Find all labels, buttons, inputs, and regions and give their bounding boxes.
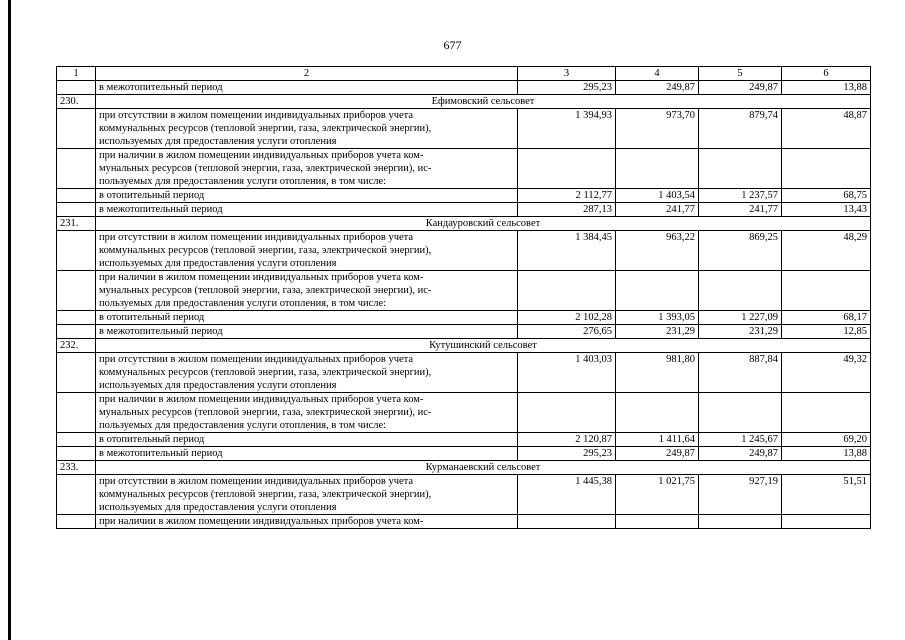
column-header: 4: [616, 67, 699, 81]
table-row: [57, 325, 871, 339]
row-number: [57, 475, 96, 515]
row-description: [96, 149, 518, 189]
row-number: 230.: [57, 95, 96, 109]
tariff-value: 1 237,57: [699, 189, 782, 203]
description-line: используемых для предоставления услуги отопления: [99, 136, 337, 147]
tariff-value: [699, 149, 782, 189]
description-line: в отопительный период: [99, 190, 205, 201]
tariff-value: 51,51: [782, 475, 871, 515]
tariff-value: 295,23: [518, 81, 616, 95]
row-number: 232.: [57, 339, 96, 353]
tariff-value: 48,87: [782, 109, 871, 149]
table-row: [57, 353, 871, 393]
description-line: при наличии в жилом помещении индивидуальных приборов учета ком-: [99, 272, 424, 283]
tariff-value: 249,87: [616, 447, 699, 461]
tariff-value: [518, 515, 616, 529]
tariff-value: 1 445,38: [518, 475, 616, 515]
tariff-value: [518, 271, 616, 311]
row-number: [57, 325, 96, 339]
column-header: 5: [699, 67, 782, 81]
tariff-value: [616, 393, 699, 433]
row-number: [57, 203, 96, 217]
column-header: 1: [57, 67, 96, 81]
row-description: [96, 311, 518, 325]
tariff-value: 1 403,54: [616, 189, 699, 203]
table-row: [57, 475, 871, 515]
tariff-value: [616, 271, 699, 311]
tariff-value: 231,29: [699, 325, 782, 339]
description-line: используемых для предоставления услуги отопления: [99, 258, 337, 269]
settlement-group-row: [57, 217, 871, 231]
table-row: [57, 189, 871, 203]
tariff-value: 981,80: [616, 353, 699, 393]
column-header: 2: [96, 67, 518, 81]
tariff-value: 249,87: [616, 81, 699, 95]
tariff-value: 49,32: [782, 353, 871, 393]
tariff-value: 879,74: [699, 109, 782, 149]
settlement-name: Курманаевский сельсовет: [96, 461, 871, 475]
tariff-value: [782, 149, 871, 189]
row-number: [57, 393, 96, 433]
tariff-value: 2 120,87: [518, 433, 616, 447]
row-number: [57, 447, 96, 461]
column-number-row: [57, 67, 871, 81]
tariff-value: [518, 393, 616, 433]
table-row: [57, 271, 871, 311]
table-row: [57, 433, 871, 447]
tariff-value: 295,23: [518, 447, 616, 461]
tariff-value: 887,84: [699, 353, 782, 393]
table-row: [57, 81, 871, 95]
tariff-table: [56, 66, 871, 529]
description-line: пользуемых для предоставления услуги отопления, в том числе:: [99, 420, 387, 431]
column-header: 6: [782, 67, 871, 81]
tariff-value: 2 112,77: [518, 189, 616, 203]
description-line: мунальных ресурсов (тепловой энергии, газа, электрической энергии), ис-: [99, 163, 432, 174]
settlement-group-row: [57, 95, 871, 109]
tariff-value: 1 394,93: [518, 109, 616, 149]
row-number: [57, 515, 96, 529]
tariff-value: [616, 149, 699, 189]
tariff-value: 69,20: [782, 433, 871, 447]
row-description: [96, 109, 518, 149]
tariff-value: [616, 515, 699, 529]
settlement-name: Ефимовский сельсовет: [96, 95, 871, 109]
tariff-value: 287,13: [518, 203, 616, 217]
description-line: в отопительный период: [99, 312, 205, 323]
tariff-value: 13,88: [782, 447, 871, 461]
description-line: используемых для предоставления услуги отопления: [99, 380, 337, 391]
table-body: [57, 81, 871, 529]
description-line: в отопительный период: [99, 434, 205, 445]
tariff-value: 68,75: [782, 189, 871, 203]
tariff-value: [699, 271, 782, 311]
table-row: [57, 203, 871, 217]
table-row: [57, 393, 871, 433]
row-description: [96, 433, 518, 447]
row-description: [96, 189, 518, 203]
row-description: [96, 515, 518, 529]
scan-margin-bar: [8, 0, 11, 640]
settlement-group-row: [57, 339, 871, 353]
row-description: [96, 447, 518, 461]
column-header: 3: [518, 67, 616, 81]
description-line: при отсутствии в жилом помещении индивидуальных приборов учета: [99, 232, 414, 243]
description-line: коммунальных ресурсов (тепловой энергии, газа, электрической энергии),: [99, 245, 432, 256]
tariff-value: 276,65: [518, 325, 616, 339]
description-line: в межотопительный период: [99, 204, 223, 215]
tariff-value: 249,87: [699, 81, 782, 95]
tariff-value: 973,70: [616, 109, 699, 149]
description-line: коммунальных ресурсов (тепловой энергии, газа, электрической энергии),: [99, 367, 432, 378]
row-description: [96, 475, 518, 515]
tariff-value: 231,29: [616, 325, 699, 339]
tariff-value: 2 102,28: [518, 311, 616, 325]
row-number: [57, 149, 96, 189]
tariff-value: [699, 393, 782, 433]
table-row: [57, 311, 871, 325]
tariff-value: 12,85: [782, 325, 871, 339]
tariff-value: 1 384,45: [518, 231, 616, 271]
description-line: коммунальных ресурсов (тепловой энергии, газа, электрической энергии),: [99, 123, 432, 134]
tariff-value: 1 021,75: [616, 475, 699, 515]
tariff-value: 1 411,64: [616, 433, 699, 447]
tariff-value: 13,43: [782, 203, 871, 217]
row-description: [96, 353, 518, 393]
description-line: в межотопительный период: [99, 326, 223, 337]
table-row: [57, 149, 871, 189]
description-line: коммунальных ресурсов (тепловой энергии, газа, электрической энергии),: [99, 489, 432, 500]
table-row: [57, 109, 871, 149]
tariff-value: 1 227,09: [699, 311, 782, 325]
row-number: 231.: [57, 217, 96, 231]
tariff-value: [782, 515, 871, 529]
page-number: 677: [443, 38, 462, 52]
tariff-value: 13,88: [782, 81, 871, 95]
description-line: при отсутствии в жилом помещении индивидуальных приборов учета: [99, 476, 414, 487]
tariff-value: 241,77: [699, 203, 782, 217]
tariff-value: 1 393,05: [616, 311, 699, 325]
description-line: пользуемых для предоставления услуги отопления, в том числе:: [99, 298, 387, 309]
tariff-value: 241,77: [616, 203, 699, 217]
description-line: мунальных ресурсов (тепловой энергии, газа, электрической энергии), ис-: [99, 407, 432, 418]
row-number: [57, 109, 96, 149]
tariff-value: [699, 515, 782, 529]
description-line: мунальных ресурсов (тепловой энергии, газа, электрической энергии), ис-: [99, 285, 432, 296]
row-number: [57, 189, 96, 203]
row-number: [57, 311, 96, 325]
tariff-value: 1 245,67: [699, 433, 782, 447]
row-description: [96, 231, 518, 271]
description-line: при отсутствии в жилом помещении индивидуальных приборов учета: [99, 354, 414, 365]
description-line: при наличии в жилом помещении индивидуальных приборов учета ком-: [99, 150, 424, 161]
row-number: [57, 231, 96, 271]
tariff-value: [518, 149, 616, 189]
description-line: при наличии в жилом помещении индивидуальных приборов учета ком-: [99, 394, 424, 405]
row-description: [96, 393, 518, 433]
description-line: в межотопительный период: [99, 82, 223, 93]
tariff-value: 1 403,03: [518, 353, 616, 393]
table-row: [57, 515, 871, 529]
row-description: [96, 271, 518, 311]
tariff-value: [782, 271, 871, 311]
row-number: [57, 433, 96, 447]
table-row: [57, 447, 871, 461]
row-number: [57, 353, 96, 393]
tariff-value: 963,22: [616, 231, 699, 271]
row-description: [96, 203, 518, 217]
description-line: при наличии в жилом помещении индивидуальных приборов учета ком-: [99, 516, 424, 527]
settlement-name: Кутушинский сельсовет: [96, 339, 871, 353]
row-number: [57, 81, 96, 95]
description-line: в межотопительный период: [99, 448, 223, 459]
table-row: [57, 231, 871, 271]
tariff-value: 48,29: [782, 231, 871, 271]
description-line: пользуемых для предоставления услуги отопления, в том числе:: [99, 176, 387, 187]
settlement-name: Кандауровский сельсовет: [96, 217, 871, 231]
description-line: при отсутствии в жилом помещении индивидуальных приборов учета: [99, 110, 414, 121]
row-number: 233.: [57, 461, 96, 475]
row-description: [96, 325, 518, 339]
tariff-value: 249,87: [699, 447, 782, 461]
tariff-value: [782, 393, 871, 433]
row-description: [96, 81, 518, 95]
description-line: используемых для предоставления услуги отопления: [99, 502, 337, 513]
settlement-group-row: [57, 461, 871, 475]
tariff-value: 869,25: [699, 231, 782, 271]
tariff-value: 68,17: [782, 311, 871, 325]
tariff-value: 927,19: [699, 475, 782, 515]
row-number: [57, 271, 96, 311]
